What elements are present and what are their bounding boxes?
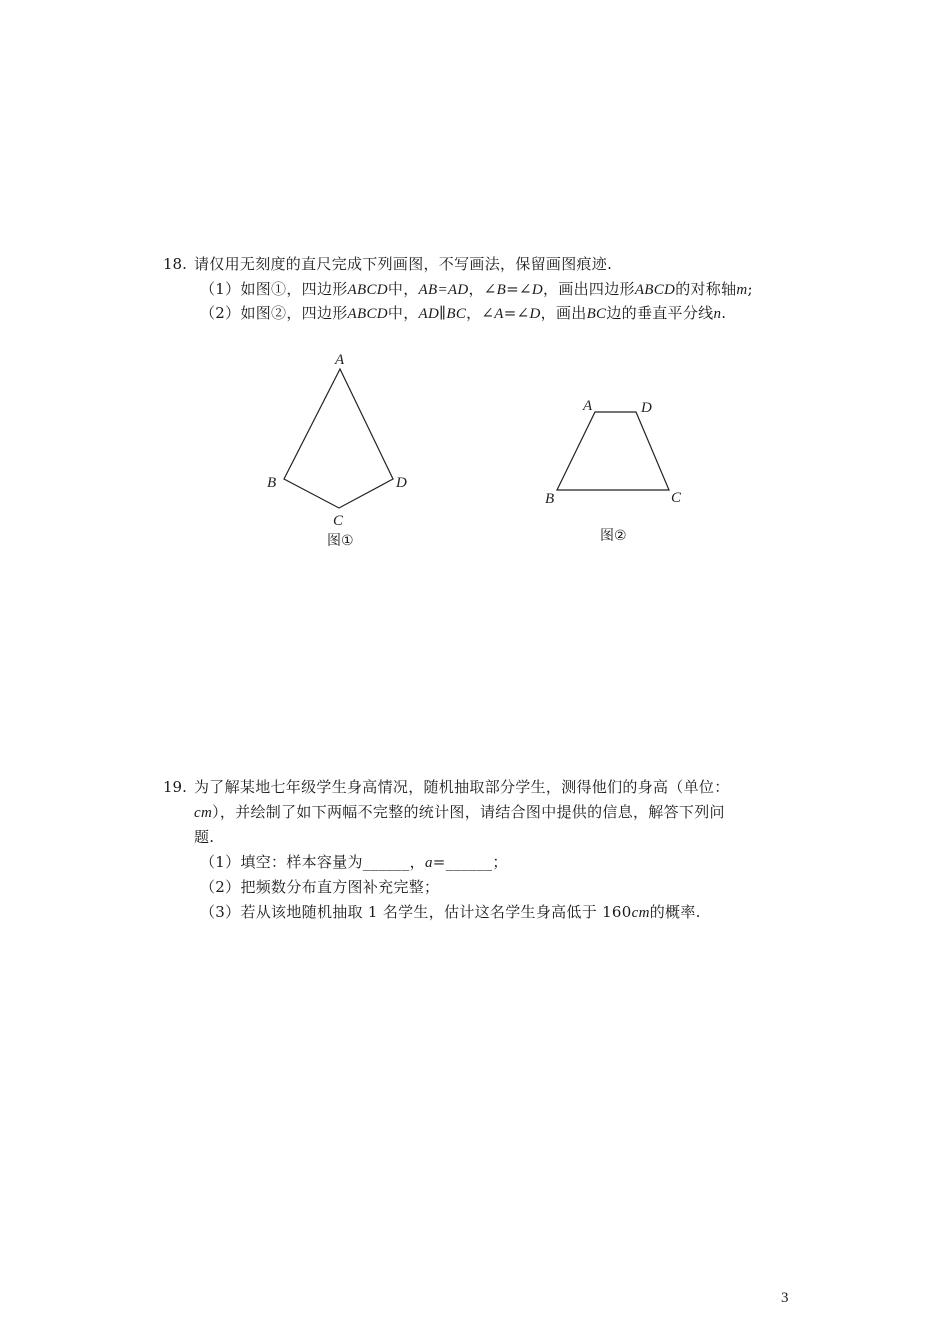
figure-1-caption: 图① [327, 533, 354, 549]
kite-shape [284, 369, 393, 508]
fig2-label-b: B [545, 491, 555, 507]
q19-number: 19. [163, 778, 187, 796]
fig1-label-d: D [396, 475, 407, 491]
figure-2-caption: 图② [600, 528, 627, 544]
q19-part3: （3）若从该地随机抽取 1 名学生，估计这名学生身高低于 160cm的概率. [200, 903, 701, 921]
fig2-label-c: C [671, 490, 682, 506]
fig2-label-d: D [641, 400, 652, 416]
fig1-label-c: C [333, 513, 344, 529]
q18-part1: （1）如图①，四边形ABCD中，AB=AD，∠B=∠D，画出四边形ABCD的对称轴m; [200, 280, 753, 298]
q19-stem-line1: 为了解某地七年级学生身高情况，随机抽取部分学生，测得他们的身高（单位： [194, 778, 730, 796]
page-number: 3 [781, 1290, 789, 1306]
q19-part1: （1）填空：样本容量为______，a=______； [200, 853, 508, 871]
q18-number: 18. [163, 255, 187, 273]
figure-1-kite [255, 345, 425, 535]
q18-part2: （2）如图②，四边形ABCD中，AD∥BC，∠A=∠D，画出BC边的垂直平分线n. [200, 304, 727, 322]
q19-stem-line2: cm），并绘制了如下两幅不完整的统计图，请结合图中提供的信息，解答下列问 [194, 803, 725, 821]
fig2-label-a: A [583, 398, 593, 414]
trapezoid-shape [557, 412, 669, 490]
q18-stem: 请仅用无刻度的直尺完成下列画图，不写画法，保留画图痕迹. [194, 255, 613, 273]
fig1-label-a: A [335, 352, 345, 368]
figure-2-trapezoid [535, 390, 695, 510]
fig1-label-b: B [267, 475, 277, 491]
q19-part2: （2）把频数分布直方图补充完整； [200, 878, 440, 896]
q19-stem-line3: 题. [194, 828, 215, 846]
